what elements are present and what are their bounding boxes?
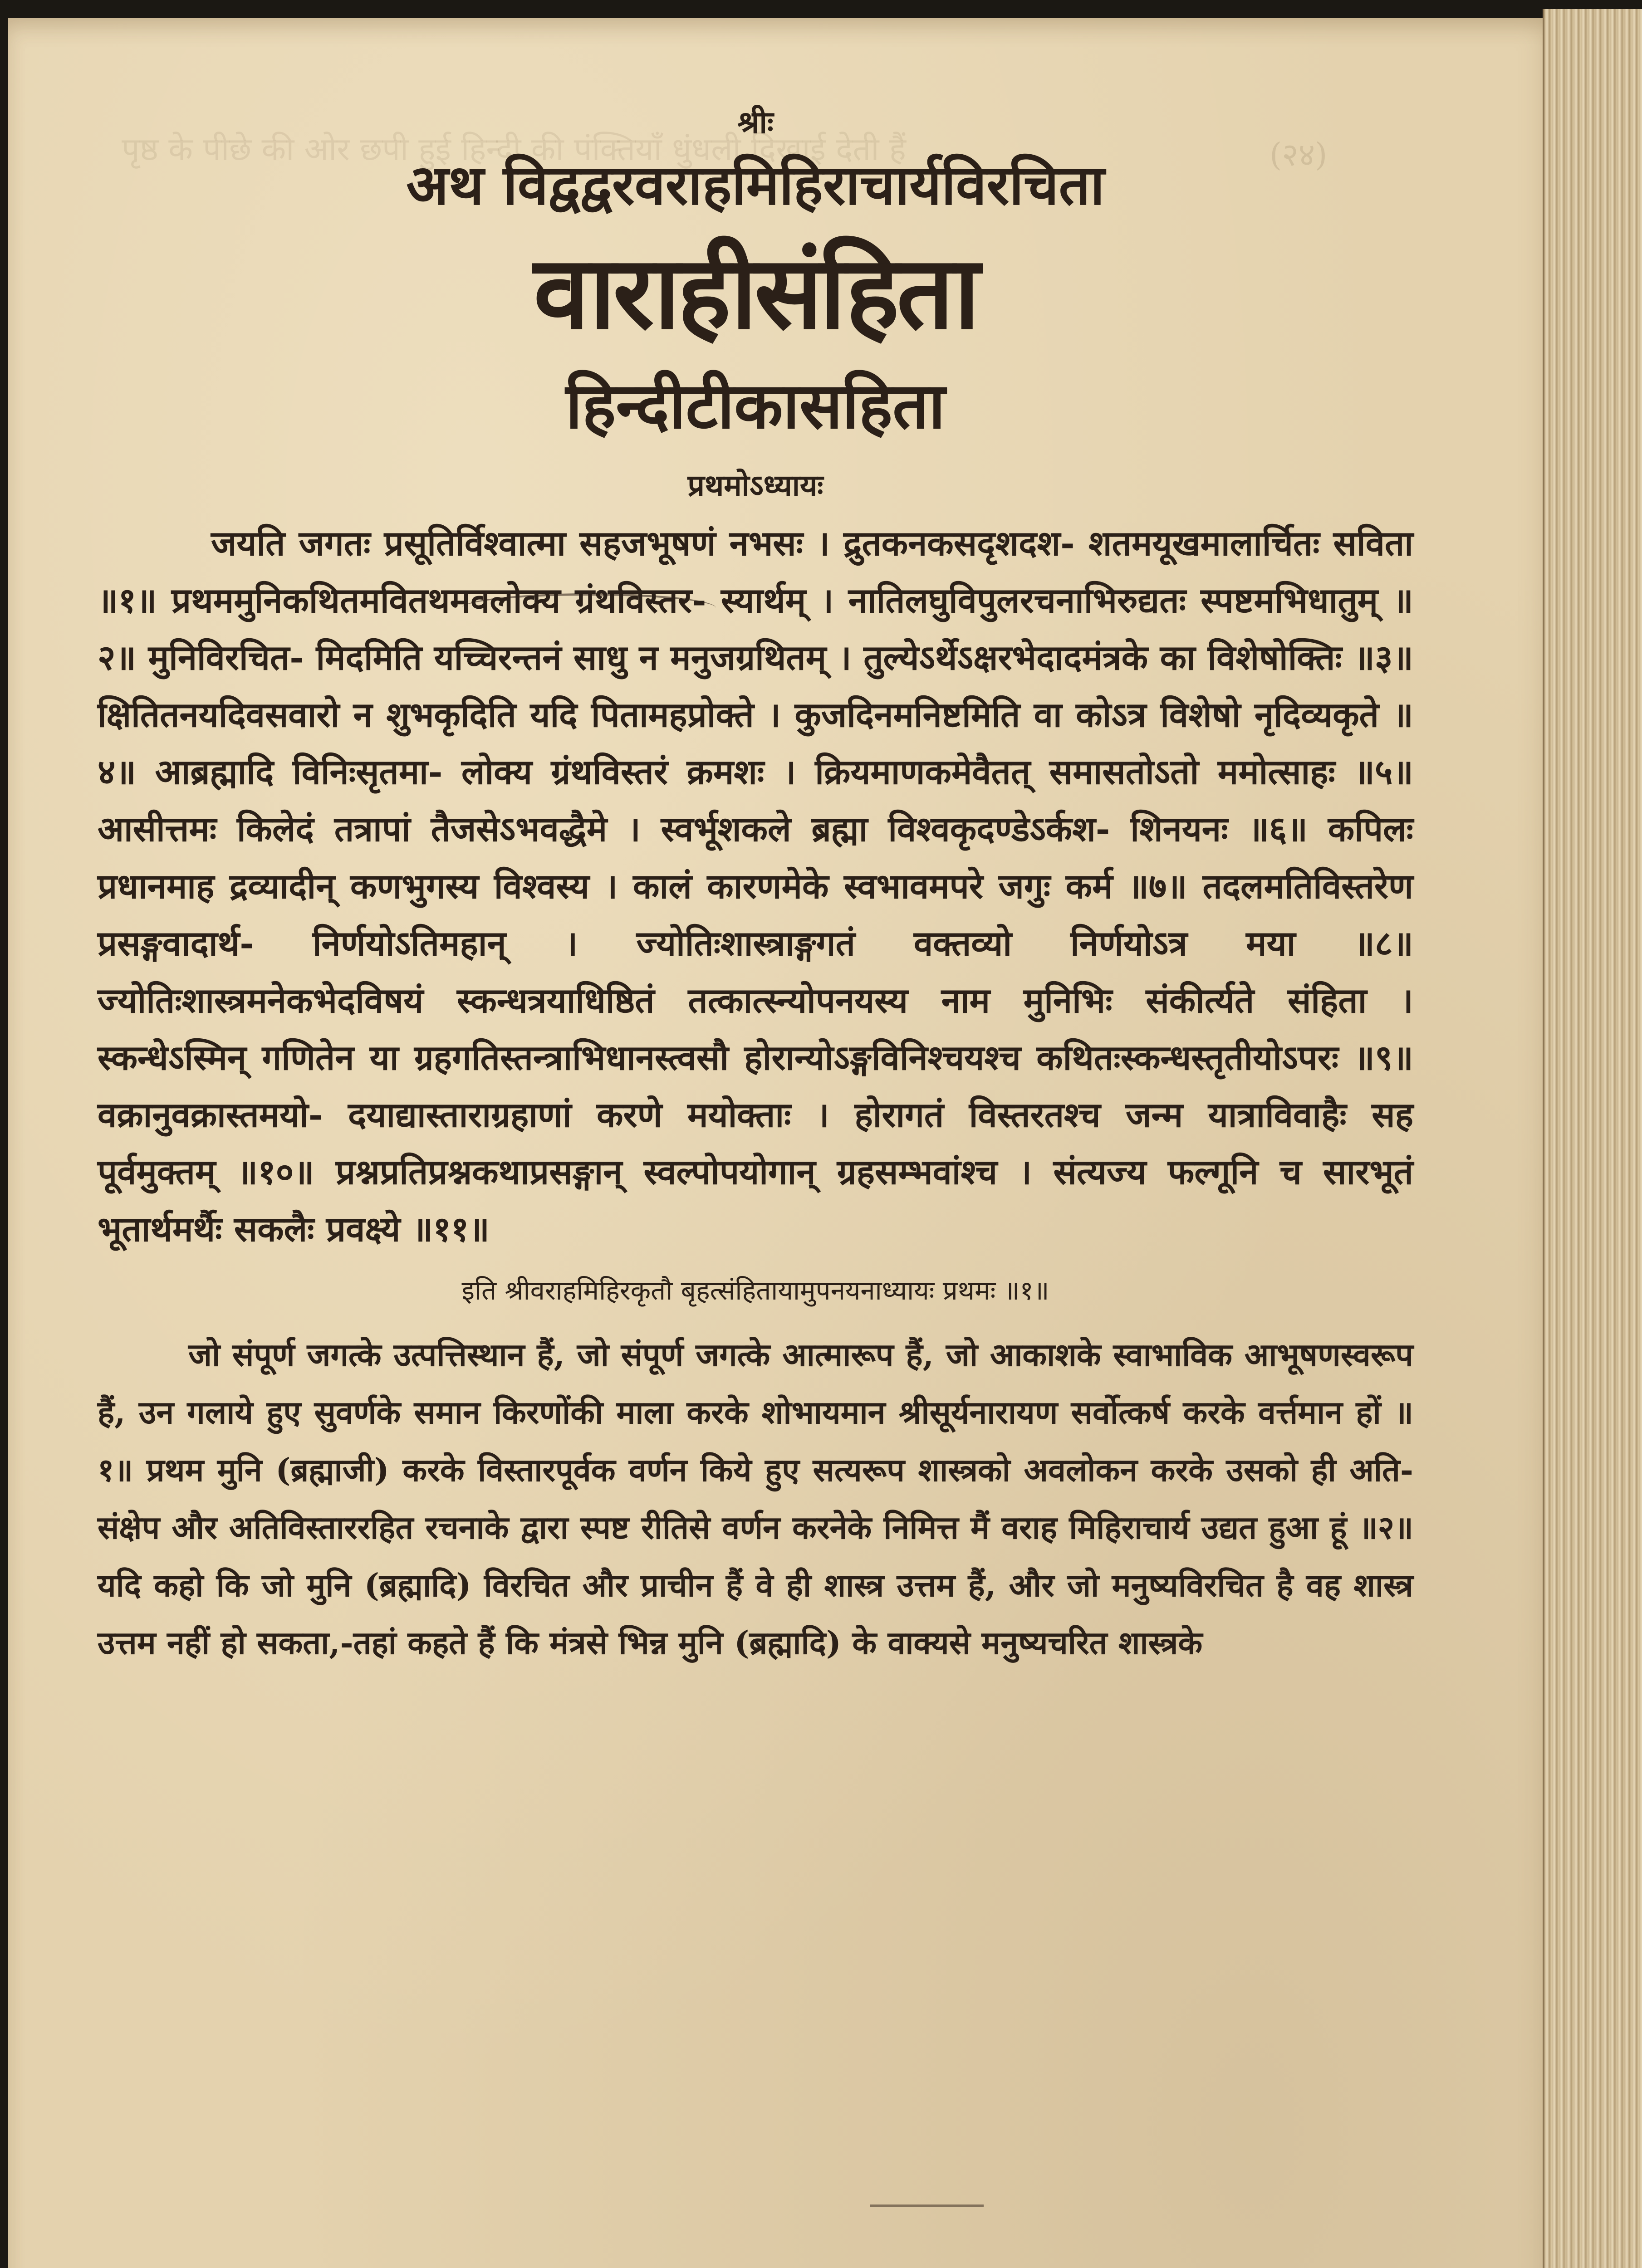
bleed-through-text: पृष्ठ के पीछे की ओर छपी हुई हिन्दी की पंक्तियाँ धुंधली दिखाई देती हैं [122, 131, 906, 168]
hindi-commentary: जो संपूर्ण जगत्के उत्पत्तिस्थान हैं, जो संपूर्ण जगत्के आत्मारूप हैं, जो आकाशके स्वाभाविक आभूषणस्वरूप हैं, उन गलाये हुए सुवर्णके समान किरणोंकी माला करके शोभायमान श्रीसूर्यनारायण सर्वोत्कर्ष करके वर्त्तमान हों ॥१॥ प्रथम मुनि (ब्रह्माजी) करके विस्तारपूर्वक वर्णन किये हुए सत्यरूप शास्त्रको अवलोकन करके उसको ही अति- संक्षेप और अतिविस्ताररहित रचनाके द्वारा स्पष्ट रीतिसे वर्णन करनेके निमित्त मैं वराह मिहिराचार्य उद्यत हुआ हूं ॥२॥ यदि कहो कि जो मुनि (ब्रह्मादि) विरचित और प्राचीन हैं वे ही शास्त्र उत्तम हैं, और जो मनुष्यविरचित है वह शास्त्र उत्तम नहीं हो सकता,-तहां कहते हैं कि मंत्रसे भिन्न मुनि (ब्रह्मादि) के वाक्यसे मनुष्यचरित शास्त्रके [98, 1336, 1413, 1662]
bleed-through-page-number: (२४) [1269, 136, 1328, 173]
header-mark: श्रीः [737, 104, 774, 141]
footer-pencil-mark [870, 2204, 984, 2207]
sanskrit-verses: जयति जगतः प्रसूतिर्विश्वात्मा सहजभूषणं नभसः । द्रुतकनकसदृशदश- शतमयूखमालार्चितः सविता ॥१॥ प्रथममुनिकथितमवितथमवलोक्य ग्रंथविस्तर- स्यार्थम् । नातिलघुविपुलरचनाभिरुद्यतः स्पष्टमभिधातुम् ॥२॥ मुनिविरचित- मिदमिति यच्चिरन्तनं साधु न मनुजग्रथितम् । तुल्येऽर्थेऽक्षरभेदादमंत्रके का विशेषोक्तिः ॥३॥ क्षितितनयदिवसवारो न शुभकृदिति यदि पितामहप्रोक्ते । कुजदिनमनिष्टमिति वा कोऽत्र विशेषो नृदिव्यकृते ॥४॥ आब्रह्मादि विनिःसृतमा- लोक्य ग्रंथविस्तरं क्रमशः । क्रियमाणकमेवैतत् समासतोऽतो ममोत्साहः ॥५॥ आसीत्तमः किलेदं तत्रापां तैजसेऽभवद्धैमे । स्वर्भूशकले ब्रह्मा विश्वकृदण्डेऽर्कश- शिनयनः ॥६॥ कपिलः प्रधानमाह द्रव्यादीन् कणभुगस्य विश्वस्य । कालं कारणमेके स्वभावमपरे जगुः कर्म ॥७॥ तदलमतिविस्तरेण प्रसङ्गवादार्थ- निर्णयोऽतिमहान् । ज्योतिःशास्त्राङ्गगतं वक्तव्यो निर्णयोऽत्र मया ॥८॥ ज्योतिःशास्त्रमनेकभेदविषयं स्कन्धत्रयाधिष्ठितं तत्कात्स्न्योपनयस्य नाम मुनिभिः संकीर्त्यते संहिता । स्कन्धेऽस्मिन् गणितेन या ग्रहगतिस्तन्त्राभिधानस्त्वसौ होरान्योऽङ्गविनिश्चयश्च कथितःस्कन्धस्तृतीयोऽपरः ॥९॥ वक्रानुवक्रास्तमयो- दयाद्यास्ताराग्रहाणां करणे मयोक्ताः । होरागतं विस्तरतश्च जन्म यात्राविवाहैः सह पूर्वमुक्तम् ॥१०॥ प्रश्नप्रतिप्रश्नकथाप्रसङ्गान् स्वल्पोपयोगान् ग्रहसम्भवांश्च । संत्यज्य फल्गूनि च सारभूतं भूतार्थमर्थैः सकलैः प्रवक्ष्ये ॥११॥ [98, 523, 1413, 1249]
chapter-colophon: इति श्रीवराहमिहिरकृतौ बृहत्संहितायामुपनयनाध्यायः प्रथमः ॥१॥ [461, 1275, 1049, 1306]
chapter-heading: प्रथमोऽध्यायः [687, 468, 823, 503]
main-title: वाराहीसंहिता [533, 234, 978, 352]
book-page-edges [1543, 9, 1642, 2268]
page-content [98, 100, 1413, 1672]
subtitle: हिन्दीटीकासहिता [565, 369, 946, 443]
title-line: अथ विद्वद्वरवराहमिहिराचार्यविरचिता [406, 152, 1105, 217]
